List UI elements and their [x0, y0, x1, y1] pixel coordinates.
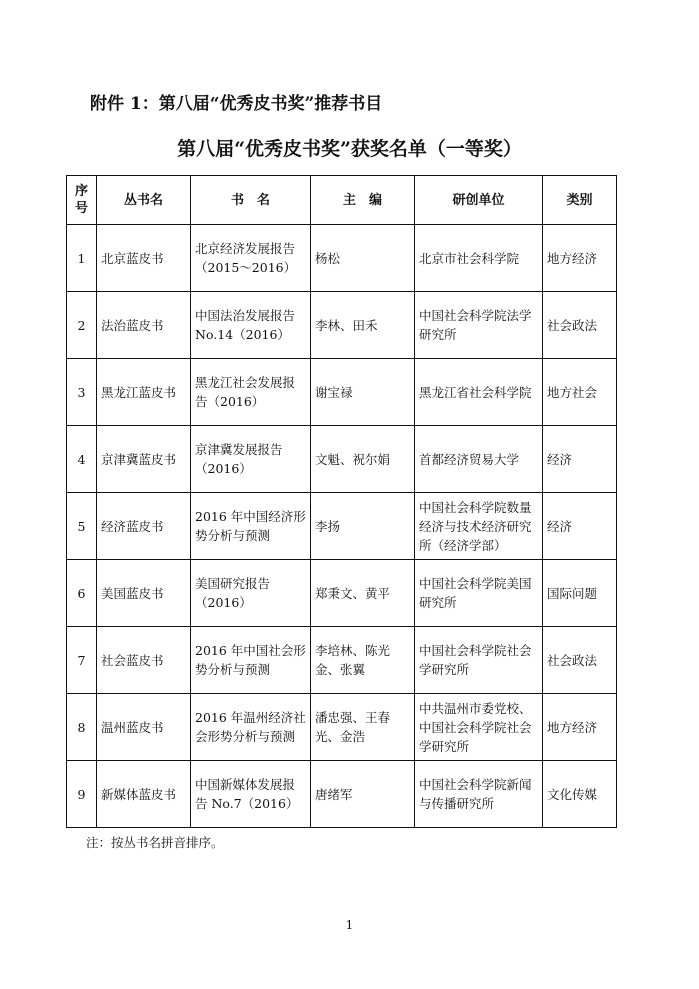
cell-editor: 李培林、陈光金、张翼 — [311, 627, 415, 694]
header-series: 丛书名 — [97, 176, 191, 225]
cell-editor: 杨松 — [311, 225, 415, 292]
table-row — [67, 627, 617, 694]
footnote: 注：按丛书名拼音排序。 — [86, 835, 224, 850]
cell-editor: 李林、田禾 — [311, 292, 415, 359]
cell-org: 北京市社会科学院 — [415, 225, 543, 292]
cell-editor: 谢宝禄 — [311, 359, 415, 426]
cell-category: 经济 — [543, 493, 617, 560]
cell-org: 中国社会科学院社会学研究所 — [415, 627, 543, 694]
cell-series: 黑龙江蓝皮书 — [97, 359, 191, 426]
cell-book: 中国法治发展报告No.14（2016） — [191, 292, 311, 359]
cell-seq: 6 — [67, 560, 97, 627]
cell-series: 美国蓝皮书 — [97, 560, 191, 627]
table-header-row — [67, 176, 617, 225]
header-book: 书 名 — [191, 176, 311, 225]
cell-category: 地方经济 — [543, 694, 617, 761]
cell-seq: 2 — [67, 292, 97, 359]
cell-series: 京津冀蓝皮书 — [97, 426, 191, 493]
table-row — [67, 493, 617, 560]
page-number: 1 — [345, 918, 354, 932]
cell-seq: 3 — [67, 359, 97, 426]
table-row — [67, 560, 617, 627]
cell-org: 中国社会科学院美国研究所 — [415, 560, 543, 627]
header-org: 研创单位 — [415, 176, 543, 225]
cell-org: 中共温州市委党校、中国社会科学院社会学研究所 — [415, 694, 543, 761]
cell-org: 中国社会科学院数量经济与技术经济研究所（经济学部） — [415, 493, 543, 560]
cell-series: 北京蓝皮书 — [97, 225, 191, 292]
cell-series: 社会蓝皮书 — [97, 627, 191, 694]
cell-seq: 8 — [67, 694, 97, 761]
cell-seq: 9 — [67, 761, 97, 828]
table-row — [67, 292, 617, 359]
header-seq: 序号 — [67, 176, 97, 225]
cell-seq: 5 — [67, 493, 97, 560]
cell-book: 美国研究报告（2016） — [191, 560, 311, 627]
cell-series: 温州蓝皮书 — [97, 694, 191, 761]
cell-editor: 潘忠强、王春光、金浩 — [311, 694, 415, 761]
cell-org: 中国社会科学院法学研究所 — [415, 292, 543, 359]
cell-book: 京津冀发展报告（2016） — [191, 426, 311, 493]
cell-editor: 李扬 — [311, 493, 415, 560]
cell-book: 2016 年中国社会形势分析与预测 — [191, 627, 311, 694]
cell-category: 文化传媒 — [543, 761, 617, 828]
table-row — [67, 359, 617, 426]
cell-editor: 文魁、祝尔娟 — [311, 426, 415, 493]
cell-category: 社会政法 — [543, 627, 617, 694]
table-row — [67, 761, 617, 828]
cell-book: 中国新媒体发展报告 No.7（2016） — [191, 761, 311, 828]
attachment-heading: 附件 1：第八届“优秀皮书奖”推荐书目 — [90, 94, 383, 114]
cell-seq: 4 — [67, 426, 97, 493]
cell-book: 北京经济发展报告（2015～2016） — [191, 225, 311, 292]
table-title: 第八届“优秀皮书奖”获奖名单（一等奖） — [177, 138, 522, 160]
awards-table — [66, 175, 617, 828]
table-row — [67, 694, 617, 761]
table-row — [67, 426, 617, 493]
cell-category: 地方经济 — [543, 225, 617, 292]
cell-book: 2016 年中国经济形势分析与预测 — [191, 493, 311, 560]
cell-category: 国际问题 — [543, 560, 617, 627]
cell-org: 黑龙江省社会科学院 — [415, 359, 543, 426]
cell-org: 中国社会科学院新闻与传播研究所 — [415, 761, 543, 828]
cell-seq: 1 — [67, 225, 97, 292]
cell-series: 新媒体蓝皮书 — [97, 761, 191, 828]
cell-category: 地方社会 — [543, 359, 617, 426]
cell-seq: 7 — [67, 627, 97, 694]
cell-category: 经济 — [543, 426, 617, 493]
cell-editor: 郑秉文、黄平 — [311, 560, 415, 627]
cell-editor: 唐绪军 — [311, 761, 415, 828]
cell-series: 法治蓝皮书 — [97, 292, 191, 359]
cell-category: 社会政法 — [543, 292, 617, 359]
header-editor: 主 编 — [311, 176, 415, 225]
header-category: 类别 — [543, 176, 617, 225]
cell-book: 黑龙江社会发展报告（2016） — [191, 359, 311, 426]
cell-org: 首都经济贸易大学 — [415, 426, 543, 493]
table-row — [67, 225, 617, 292]
cell-book: 2016 年温州经济社会形势分析与预测 — [191, 694, 311, 761]
cell-series: 经济蓝皮书 — [97, 493, 191, 560]
